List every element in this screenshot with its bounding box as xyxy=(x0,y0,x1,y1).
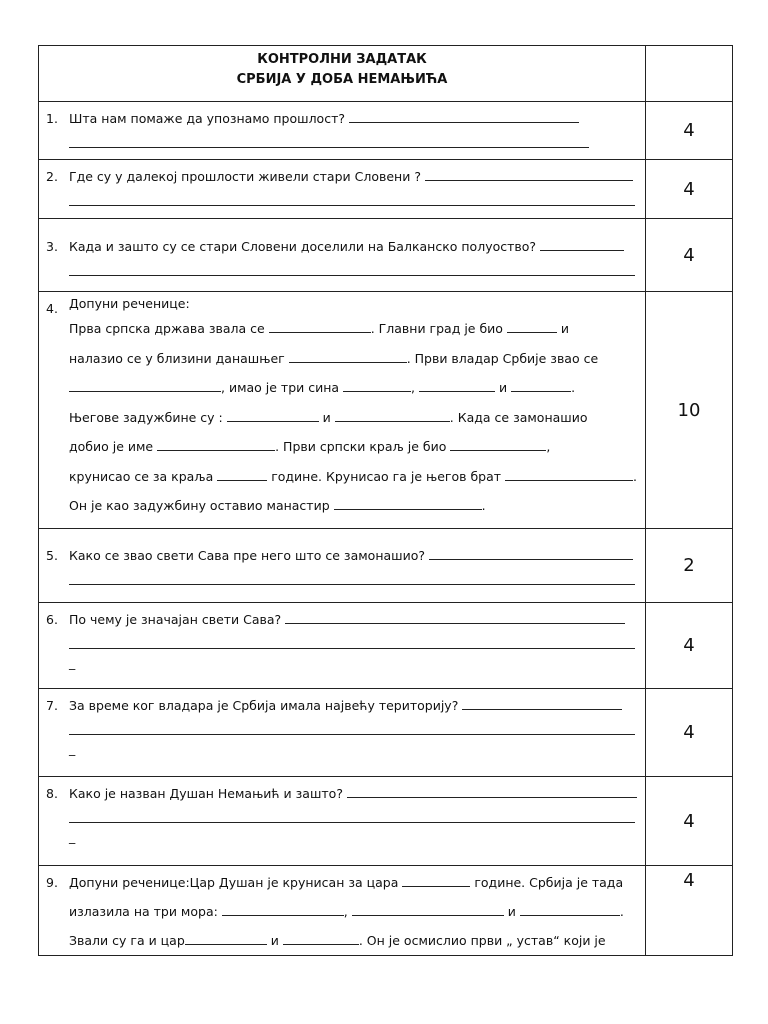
question-row-9 xyxy=(39,866,733,956)
sentence-text: добио је име xyxy=(69,439,158,454)
answer-line[interactable] xyxy=(69,808,635,823)
points-cell: 2 xyxy=(646,529,733,603)
sentence-text: Његове задужбине су : xyxy=(69,409,227,425)
question-cell-2 xyxy=(39,160,646,219)
question-row-3 xyxy=(39,219,733,292)
sentence-line-1 xyxy=(69,314,639,344)
sentence-text: , xyxy=(411,380,419,395)
sentence-text: . xyxy=(619,904,624,919)
question-number: 4. xyxy=(46,301,58,316)
points-cell: 4 xyxy=(646,160,733,219)
question-number: 1. xyxy=(46,111,58,126)
points-cell: 4 xyxy=(646,866,733,956)
question-cell-3 xyxy=(39,219,646,292)
answer-blank[interactable] xyxy=(343,377,411,392)
question-row-5 xyxy=(39,529,733,603)
sentence-text: , xyxy=(343,904,352,919)
sentence-line-1 xyxy=(69,868,639,897)
points-cell: 4 xyxy=(646,603,733,689)
sentence-text: налазио се у близини данашњег xyxy=(69,350,289,366)
answer-blank[interactable] xyxy=(402,872,470,887)
answer-blank[interactable] xyxy=(520,901,620,916)
answer-line[interactable] xyxy=(69,133,589,148)
sentence-text: , xyxy=(546,439,551,454)
sentence-line-4 xyxy=(69,403,639,433)
answer-blank[interactable] xyxy=(450,436,546,451)
sentence-text: и xyxy=(266,933,283,948)
answer-blank[interactable] xyxy=(157,436,275,451)
question-text: Где су у далекој прошлости живели стари Словени ? xyxy=(69,169,421,184)
answer-blank[interactable] xyxy=(217,466,267,481)
question-cell-7 xyxy=(39,689,646,777)
answer-line[interactable] xyxy=(69,634,635,649)
sentence-text: , имао је три сина xyxy=(221,380,344,395)
answer-line[interactable] xyxy=(69,191,635,206)
sentence-text: и xyxy=(318,409,335,425)
question-text: По чему је значајан свети Сава? xyxy=(69,612,282,627)
answer-blank[interactable] xyxy=(429,545,633,560)
answer-blank[interactable] xyxy=(269,318,371,333)
answer-blank[interactable] xyxy=(285,609,625,624)
answer-blank[interactable] xyxy=(289,348,407,363)
sentence-line-3 xyxy=(69,926,639,955)
question-intro: Допуни реченице: xyxy=(69,296,190,311)
question-text: Како се звао свети Сава пре него што се замонашио? xyxy=(69,548,425,563)
sentence-text: . Када се замонашио xyxy=(449,409,588,425)
question-row-1 xyxy=(39,102,733,160)
line-continuation: _ xyxy=(69,655,76,670)
answer-blank[interactable] xyxy=(425,166,633,181)
sentence-line-7 xyxy=(69,491,639,521)
points-cell: 4 xyxy=(646,689,733,777)
answer-blank[interactable] xyxy=(283,930,359,945)
answer-blank[interactable] xyxy=(335,407,450,422)
answer-blank[interactable] xyxy=(419,377,495,392)
sentence-text: Допуни реченице:Цар Душан је крунисан за цара xyxy=(69,875,403,890)
answer-blank[interactable] xyxy=(222,901,344,916)
question-number: 3. xyxy=(46,239,58,254)
sentence-text: . Први српски краљ је био xyxy=(275,439,451,454)
line-continuation: _ xyxy=(69,829,76,844)
sentence-line-6 xyxy=(69,462,639,492)
sentence-line-2 xyxy=(69,344,639,374)
question-cell-1 xyxy=(39,102,646,160)
question-row-6 xyxy=(39,603,733,689)
sentence-line-3 xyxy=(69,373,639,403)
sentence-text: и xyxy=(503,904,520,919)
question-text: Када и зашто су се стари Словени доселили на Балканско полуоство? xyxy=(69,239,537,254)
question-cell-9 xyxy=(39,866,646,956)
title-row xyxy=(39,46,733,102)
question-row-8 xyxy=(39,777,733,866)
answer-blank[interactable] xyxy=(69,377,221,392)
answer-blank[interactable] xyxy=(462,695,622,710)
sentence-text: Он је као задужбину оставио манастир xyxy=(69,498,334,513)
answer-blank[interactable] xyxy=(540,236,624,251)
answer-blank[interactable] xyxy=(349,108,579,123)
question-row-2 xyxy=(39,160,733,219)
title-points-cell xyxy=(646,46,733,102)
question-number: 6. xyxy=(46,612,58,627)
answer-blank[interactable] xyxy=(505,466,633,481)
sentence-text: . xyxy=(481,498,486,513)
sentence-text: Звали су га и цар xyxy=(69,933,185,948)
sentence-line-5 xyxy=(69,432,639,462)
answer-blank[interactable] xyxy=(185,930,267,945)
question-number: 5. xyxy=(46,548,58,563)
answer-blank[interactable] xyxy=(507,318,557,333)
line-continuation: _ xyxy=(69,741,76,756)
answer-blank[interactable] xyxy=(227,407,319,422)
points-cell: 4 xyxy=(646,777,733,866)
points-cell: 4 xyxy=(646,219,733,292)
question-text: За време ког владара је Србија имала највећу територију? xyxy=(69,698,459,713)
title-line-1: КОНТРОЛНИ ЗАДАТАК xyxy=(257,52,427,67)
question-number: 9. xyxy=(46,875,58,890)
sentence-text: и xyxy=(556,321,570,336)
answer-line[interactable] xyxy=(69,261,635,276)
question-text: Шта нам помаже да упознамо прошлост? xyxy=(69,111,345,126)
question-row-7 xyxy=(39,689,733,777)
question-text: Како је назван Душан Немањић и зашто? xyxy=(69,786,343,801)
question-cell-8 xyxy=(39,777,646,866)
sentence-text: . Он је осмислио први „ устав“ који је xyxy=(358,933,606,948)
question-number: 8. xyxy=(46,786,58,801)
quiz-table xyxy=(38,45,733,956)
answer-blank[interactable] xyxy=(334,495,482,510)
sentence-text: . xyxy=(571,380,576,395)
sentence-text: и xyxy=(495,380,512,395)
question-number: 2. xyxy=(46,169,58,184)
sentence-text: године. Крунисао га је његов брат xyxy=(267,468,506,484)
sentence-line-2 xyxy=(69,897,639,926)
sentence-text: године. Србија је тада xyxy=(470,875,624,890)
sentence-text: Прва српска држава звала се xyxy=(69,321,269,336)
question-cell-6 xyxy=(39,603,646,689)
sentence-text: . Први владар Србије звао се xyxy=(406,350,599,366)
points-cell: 4 xyxy=(646,102,733,160)
sentence-text: . Главни град је био xyxy=(370,321,507,336)
answer-blank[interactable] xyxy=(511,377,571,392)
sentence-text: . xyxy=(633,468,637,484)
answer-blank[interactable] xyxy=(347,783,637,798)
sentence-text: крунисао се за краља xyxy=(69,468,218,484)
question-cell-5 xyxy=(39,529,646,603)
answer-blank[interactable] xyxy=(352,901,504,916)
question-number: 7. xyxy=(46,698,58,713)
answer-line[interactable] xyxy=(69,720,635,735)
question-row-4 xyxy=(39,292,733,529)
points-cell: 10 xyxy=(646,292,733,529)
sentence-text: излазила на три мора: xyxy=(69,904,222,919)
answer-line[interactable] xyxy=(69,570,635,585)
title-cell xyxy=(39,46,646,102)
question-cell-4 xyxy=(39,292,646,529)
title-line-2: СРБИЈА У ДОБА НЕМАЊИЋА xyxy=(236,72,448,87)
